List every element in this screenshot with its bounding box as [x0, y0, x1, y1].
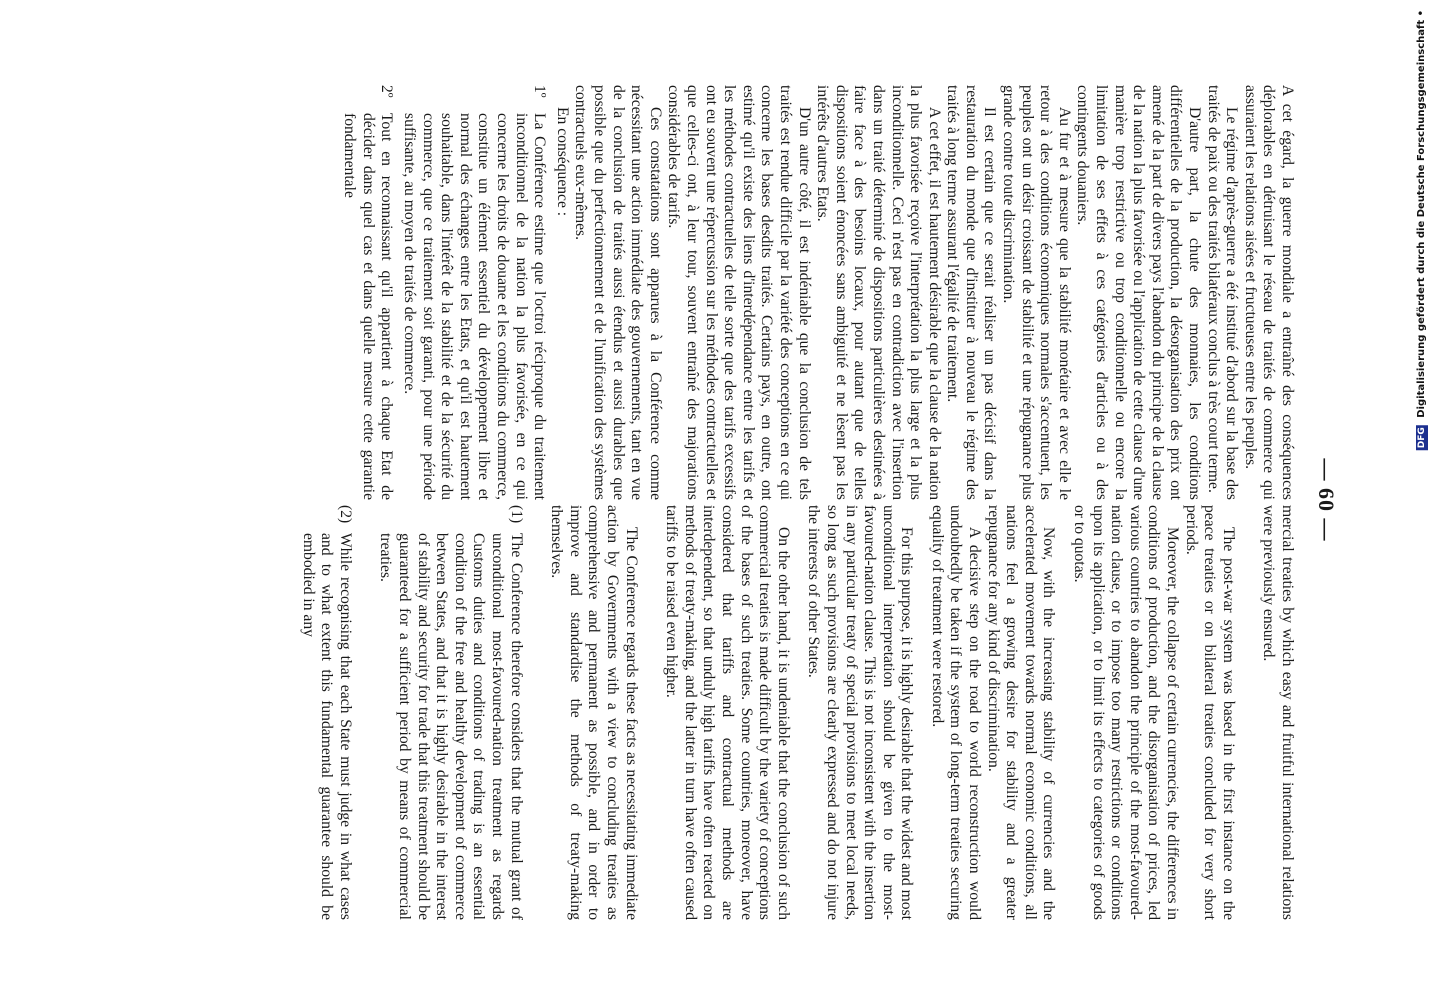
- en-list-item: [376, 505, 525, 920]
- en-item-text: While recognising that each State must judge in what cases and to what extent this fundamental guarantee should be embodied in any: [299, 533, 354, 920]
- fr-paragraph: A cet égard, la guerre mondiale a entraîné des conséquences déplorables en détruisant le réseau de traités de commerce qui assuraient les relations aisées et fructueuses entre les peuples.: [1241, 85, 1296, 500]
- en-paragraph: mercial treaties by which easy and fruitful international relations were previously ensured.: [1260, 505, 1296, 920]
- en-paragraph: For this purpose, it is highly desirable that the widest and most unconditional interpretation should be given to the most-favoured-nation clause. This is not inconsistent with the insertion in any particular treaty of special provisions to meet local needs, so long as such provisions are clearly expressed and do not injure the interests of other States.: [805, 505, 916, 920]
- fr-item-text: La Conférence estime que l'octroi réciproque du traitement inconditionnel de la nation la plus favorisée, en ce qui concerne les droits de douane et les conditions du commerce, constitue un élément essentiel du développement libre et normal des échanges entre les Etats, et qu'il est hautement souhaitable, dans l'intérêt de la stabilité et de la sécurité du commerce, que ce traitement soit garanti, pour une période suffisante, au moyen de traités de commerce.: [401, 113, 549, 500]
- page-number: — 60 —: [1314, 458, 1339, 542]
- en-item-text: The Conference therefore considers that the mutual grant of unconditional most-favoured-nation treatment as regards Customs duties and conditions of trading is an essential condition of the free and healthy development of commerce between States, and that it is highly desirable in the interest of stability and security for trade that this treatment should be guaranteed for a sufficient period by means of commercial treaties.: [377, 533, 525, 920]
- fr-paragraph: A cet effet, il est hautement désirable que la clause de la nation la plus favorisée reçoive l'interprétation la plus large et la plus inconditionnelle. Ceci n'est pas en contradiction avec l'insertion dans un traité déterminé de dispositions particulières destinées à faire face à des besoins locaux, pour autant que de telles dispositions soient énoncées sans ambiguité et ne lèsent pas les intérêts d'autres Etats.: [814, 85, 943, 500]
- fr-paragraph: Il est certain que ce serait réaliser un pas décisif dans la restauration du monde que d'instituer à nouveau le régime des traités à long terme assurant l'égalité de traitement.: [944, 85, 999, 500]
- fr-item-number: 2º: [378, 85, 396, 98]
- en-paragraph: The Conference regards these facts as necessitating immediate action by Governments with a view to concluding treaties as comprehensive and permanent as possible, and in order to improve and standardise the methods of treaty-making themselves.: [548, 505, 640, 920]
- fr-consequence-label: En conséquence :: [553, 107, 571, 217]
- en-list-item: [298, 505, 354, 920]
- digitisation-credit-text: Digitalisierung gefördert durch die Deutsche Forschungsgemeinschaft •: [1416, 10, 1427, 418]
- fr-paragraph: D'autre part, la chute des monnaies, les conditions différentielles de la production, la désorganisation des prix ont amené de la part de divers pays l'abandon du principe de la clause de la nation la plus favorisée ou l'application de cette clause d'une manière trop restrictive ou trop conditionnelle ou encore la limitation de ses effets à ces catégories d'articles ou à des contingents douaniers.: [1074, 85, 1204, 500]
- fr-paragraph: Ces constatations sont apparues à la Conférence comme nécessitant une action immédiate des gouvernements, tant en vue de la conclusion de traités aussi étendus et aussi durables que possible que du perfectionnement et de l'unification des systèmes contractuels eux-mêmes.: [572, 85, 664, 500]
- en-paragraph: Moreover, the collapse of certain currencies, the differences in conditions of production, and the disorganisation of prices, led various countries to abandon the principle of the most-favoured-nation clause, or to impose too many restrictions or conditions upon its application, or to limit its effects to categories of goods or to quotas.: [1071, 505, 1182, 920]
- french-column: [340, 85, 1296, 500]
- fr-paragraph: Au fur et à mesure que la stabilité monétaire et avec elle le retour à des conditions économiques normales s'accentuent, les peuples ont un désir croissant de stabilité et une répugnance plus grande contre toute discrimination.: [1000, 85, 1073, 500]
- fr-item-text: Tout en reconnaissant qu'il appartient à chaque Etat de décider dans quel cas et dans quelle mesure cette garantie fondamentale: [341, 113, 396, 500]
- fr-item-number: 1º: [531, 85, 549, 98]
- en-item-number: (2): [336, 505, 354, 524]
- en-paragraph: The post-war system was based in the first instance on the peace treaties or on bilateral treaties concluded for very short periods.: [1182, 505, 1237, 920]
- en-paragraph: On the other hand, it is undeniable that the conclusion of such commercial treaties is made difficult by the variety of conceptions of the bases of such treaties. Some countries, moreover, have considered that tariffs and contractual methods are interdependent, so that unduly high tariffs have often reacted on methods of treaty-making, and the latter in turn have often caused tariffs to be raised even higher.: [663, 505, 792, 920]
- english-column: [298, 505, 1296, 920]
- en-item-number: (1): [507, 505, 525, 524]
- en-paragraph: A decisive step on the road to world reconstruction would undoubtedly be taken if the system of long-term treaties securing equality of treatment were restored.: [928, 505, 984, 920]
- fr-paragraph: Le régime d'après-guerre a été institué d'abord sur la base des traités de paix ou des traités bilatéraux conclus à très court terme.: [1204, 85, 1241, 500]
- en-paragraph: Now, with the increasing stability of currencies and the accelerated movement towards normal economic conditions, all nations feel a growing desire for stability and a greater repugnance for any kind of discrimination.: [984, 505, 1058, 920]
- fr-paragraph: D'un autre côté, il est indéniable que la conclusion de tels traités est rendue difficile par la variété des conceptions en ce qui concerne les bases desdits traités. Certains pays, en outre, ont estimé qu'il existe des liens d'interdépendance entre les tarifs et les méthodes contractuelles de telle sorte que des tarifs excessifs ont eu souvent une répercussion sur les méthodes contractuelles et que celles-ci ont, à leur tour, souvent entraîné des majorations considérables de tarifs.: [665, 85, 813, 500]
- dfg-logo: DFG: [1417, 427, 1427, 449]
- fr-list-item: [340, 85, 396, 500]
- fr-list-item: [400, 85, 549, 500]
